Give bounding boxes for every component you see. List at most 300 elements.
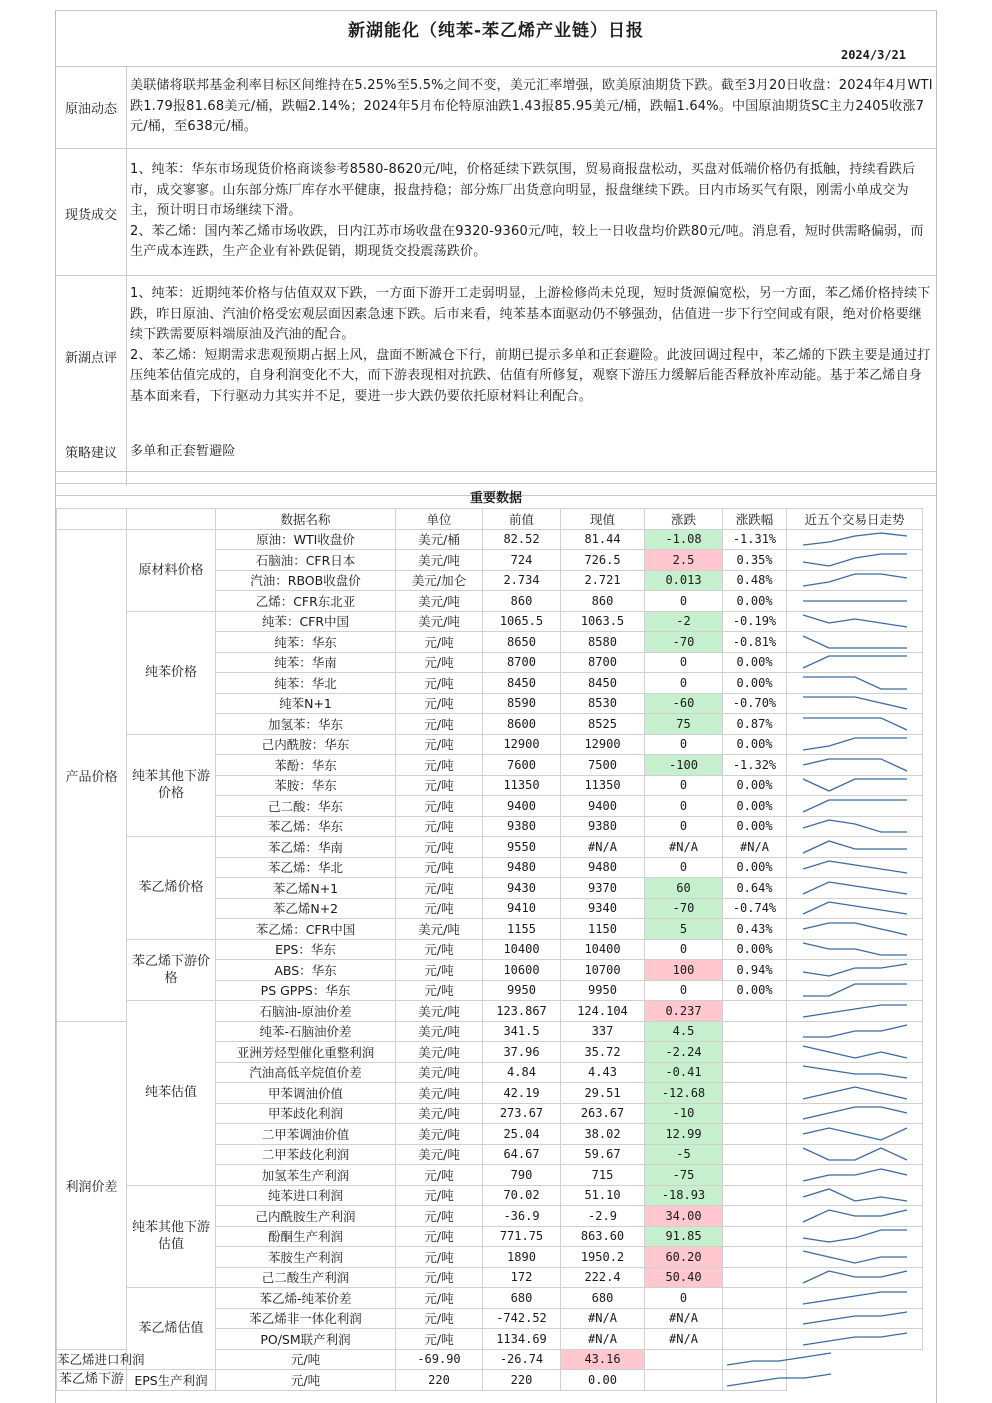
- row-trend-sparkline: [787, 652, 923, 673]
- row-change: 0: [645, 796, 723, 817]
- row-prev-value: 860: [483, 591, 561, 612]
- sparkline-path: [803, 1005, 907, 1017]
- row-trend-sparkline: [787, 1226, 923, 1247]
- row-unit: 元/吨: [396, 939, 483, 960]
- trend-sparkline: [799, 858, 911, 876]
- sparkline-path: [803, 615, 907, 627]
- row-cur-value: 124.104: [561, 1001, 645, 1022]
- row-change-pct: [645, 1349, 723, 1370]
- row-change: -5: [645, 1144, 723, 1165]
- row-cur-value: 715: [561, 1165, 645, 1186]
- header-chg: 涨跌: [645, 509, 723, 530]
- row-change: 0: [645, 816, 723, 837]
- row-change-pct: 0.00%: [723, 857, 787, 878]
- row-change-pct: -0.81%: [723, 632, 787, 653]
- crude-paragraph: 美联储将联邦基金利率目标区间维持在5.25%至5.5%之间不变，美元汇率增强，欧美原油期货下跌。截至3月20日收盘：2024年4月WTI跌1.79报81.68美元/桶，跌幅2.14%；2024年5月布伦特原油跌1.43报85.95美元/桶，跌幅1.64%。中国原油期货SC主力2405收涨7元/桶，至638元/桶。: [130, 78, 933, 134]
- row-trend-sparkline: [787, 714, 923, 735]
- row-unit: 元/吨: [396, 1267, 483, 1288]
- trend-sparkline: [799, 1248, 911, 1266]
- row-trend-sparkline: [787, 898, 923, 919]
- row-prev-value: 4.84: [483, 1062, 561, 1083]
- row-prev-value: -36.9: [483, 1206, 561, 1227]
- row-cur-value: 9480: [561, 857, 645, 878]
- row-prev-value: 790: [483, 1165, 561, 1186]
- row-cur-value: 8700: [561, 652, 645, 673]
- row-unit: 美元/桶: [396, 529, 483, 550]
- row-cur-value: 29.51: [561, 1083, 645, 1104]
- row-trend-sparkline: [787, 1185, 923, 1206]
- trend-sparkline: [799, 776, 911, 794]
- row-prev-value: 9400: [483, 796, 561, 817]
- trend-sparkline: [799, 1166, 911, 1184]
- row-name: 苯胺：华东: [216, 775, 396, 796]
- row-name: 苯胺生产利润: [216, 1247, 396, 1268]
- row-change-pct: [723, 1144, 787, 1165]
- row-cur-value: 35.72: [561, 1042, 645, 1063]
- row-name: EPS生产利润: [127, 1370, 216, 1391]
- table-row: [57, 611, 923, 632]
- sparkline-path: [803, 779, 907, 791]
- row-cur-value: 1150: [561, 919, 645, 940]
- sparkline-path: [803, 1230, 907, 1242]
- row-name: 二甲苯歧化利润: [216, 1144, 396, 1165]
- row-prev-value: 42.19: [483, 1083, 561, 1104]
- trend-sparkline: [799, 1084, 911, 1102]
- sparkline-path: [803, 1128, 907, 1140]
- row-prev-value: 8700: [483, 652, 561, 673]
- row-trend-sparkline: [787, 1329, 923, 1350]
- row-change-pct: 0.64%: [723, 878, 787, 899]
- row-cur-value: 10400: [561, 939, 645, 960]
- sparkline-path: [803, 902, 907, 914]
- row-prev-value: 2.734: [483, 570, 561, 591]
- row-cur-value: 7500: [561, 755, 645, 776]
- trend-sparkline: [799, 715, 911, 733]
- spot-paragraph-styrene: 2、苯乙烯：国内苯乙烯市场收跌，日内江苏市场收盘在9320-9360元/吨，较上一日收盘均价跌80元/吨。消息看，短时供需略偏弱，而生产成本连跌，生产企业有补跌促销，期现货交投震荡跌价。: [130, 223, 924, 259]
- row-unit: 美元/吨: [396, 1083, 483, 1104]
- row-change-pct: 0.35%: [723, 550, 787, 571]
- sparkline-path: [803, 1148, 907, 1160]
- row-change: 4.5: [645, 1021, 723, 1042]
- sparkline-path: [803, 923, 907, 935]
- sparkline-path: [803, 1169, 907, 1181]
- trend-sparkline: [799, 1125, 911, 1143]
- row-name: 苯乙烯-纯苯价差: [216, 1288, 396, 1309]
- trend-sparkline: [799, 879, 911, 897]
- trend-sparkline: [799, 674, 911, 692]
- sparkline-path: [803, 1189, 907, 1201]
- row-name: 苯乙烯N+1: [216, 878, 396, 899]
- row-change-pct: [723, 1185, 787, 1206]
- row-cur-value: 9400: [561, 796, 645, 817]
- row-cur-value: 263.67: [561, 1103, 645, 1124]
- row-name: 亚洲芳烃型催化重整利润: [216, 1042, 396, 1063]
- sparkline-path: [803, 1107, 907, 1119]
- row-change-pct: 0.43%: [723, 919, 787, 940]
- row-cur-value: 863.60: [561, 1226, 645, 1247]
- row-unit: 元/吨: [396, 857, 483, 878]
- sparkline-path: [803, 820, 907, 832]
- trend-sparkline: [799, 1186, 911, 1204]
- row-cur-value: 680: [561, 1288, 645, 1309]
- row-change-pct: [723, 1329, 787, 1350]
- sparkline-path: [727, 1374, 831, 1386]
- row-unit: 美元/吨: [396, 1144, 483, 1165]
- row-prev-value: 680: [483, 1288, 561, 1309]
- row-name: 汽油高低辛烷值价差: [216, 1062, 396, 1083]
- row-name: 己二酸：华东: [216, 796, 396, 817]
- row-prev-value: 37.96: [483, 1042, 561, 1063]
- section-label-comment: 新湖点评: [64, 351, 117, 366]
- row-name: 加氢苯生产利润: [216, 1165, 396, 1186]
- row-unit: 元/吨: [396, 1165, 483, 1186]
- group-subcategory: 纯苯其他下游价格: [127, 734, 216, 837]
- sparkline-path: [803, 1312, 907, 1324]
- sparkline-path: [803, 697, 907, 709]
- sparkline-path: [803, 1087, 907, 1099]
- sparkline-path: [803, 1333, 907, 1345]
- row-unit: 元/吨: [396, 673, 483, 694]
- row-cur-value: 59.67: [561, 1144, 645, 1165]
- section-label-crude: 原油动态: [64, 102, 117, 117]
- report-title: 新湖能化（纯苯-苯乙烯产业链）日报: [347, 21, 645, 41]
- row-name: 加氢苯：华东: [216, 714, 396, 735]
- row-trend-sparkline: [787, 775, 923, 796]
- table-row: [57, 939, 923, 960]
- table-row: [57, 734, 923, 755]
- group-subcategory: 原材料价格: [127, 529, 216, 611]
- row-change-pct: [723, 1165, 787, 1186]
- row-name: 甲苯调油价值: [216, 1083, 396, 1104]
- row-unit: 美元/吨: [396, 1021, 483, 1042]
- row-cur-value: 11350: [561, 775, 645, 796]
- row-change: 60: [645, 878, 723, 899]
- row-trend-sparkline: [787, 1124, 923, 1145]
- row-change-pct: 0.00%: [723, 939, 787, 960]
- trend-sparkline: [799, 1207, 911, 1225]
- trend-sparkline: [799, 1309, 911, 1327]
- row-name: ABS：华东: [216, 960, 396, 981]
- row-unit: 元/吨: [396, 632, 483, 653]
- row-cur-value: 9370: [561, 878, 645, 899]
- row-name: 苯乙烯：华南: [216, 837, 396, 858]
- row-trend-sparkline: [787, 878, 923, 899]
- row-cur-value: -26.74: [483, 1349, 561, 1370]
- sparkline-path: [803, 1210, 907, 1222]
- row-unit: 元/吨: [396, 960, 483, 981]
- row-name: EPS：华东: [216, 939, 396, 960]
- row-change-pct: [723, 1206, 787, 1227]
- sparkline-path: [803, 677, 907, 689]
- row-cur-value: -2.9: [561, 1206, 645, 1227]
- row-change-pct: [723, 1288, 787, 1309]
- trend-sparkline: [799, 1145, 911, 1163]
- trend-sparkline: [799, 735, 911, 753]
- row-cur-value: 9380: [561, 816, 645, 837]
- row-change-pct: 0.94%: [723, 960, 787, 981]
- row-prev-value: 1134.69: [483, 1329, 561, 1350]
- row-unit: 元/吨: [396, 898, 483, 919]
- row-change: 0.013: [645, 570, 723, 591]
- row-trend-sparkline: [787, 980, 923, 1001]
- row-change: 0: [645, 673, 723, 694]
- row-prev-value: 9410: [483, 898, 561, 919]
- sparkline-path: [803, 800, 907, 812]
- header-pct: 涨跌幅: [723, 509, 787, 530]
- row-trend-sparkline: [787, 550, 923, 571]
- sparkline-path: [803, 1025, 907, 1037]
- header-unit: 单位: [396, 509, 483, 530]
- row-prev-value: 8650: [483, 632, 561, 653]
- header-cur: 现值: [561, 509, 645, 530]
- row-trend-sparkline: [787, 1144, 923, 1165]
- row-prev-value: 82.52: [483, 529, 561, 550]
- row-change: 0: [645, 980, 723, 1001]
- row-prev-value: 9430: [483, 878, 561, 899]
- row-unit: 元/吨: [396, 837, 483, 858]
- row-trend-sparkline: [787, 591, 923, 612]
- row-trend-sparkline: [787, 570, 923, 591]
- row-trend-sparkline: [787, 1021, 923, 1042]
- row-name: 酚酮生产利润: [216, 1226, 396, 1247]
- table-row: [57, 1288, 923, 1309]
- table-row: [57, 1370, 923, 1391]
- row-change-pct: -0.74%: [723, 898, 787, 919]
- row-name: 纯苯：华南: [216, 652, 396, 673]
- trend-sparkline: [799, 694, 911, 712]
- group-subcategory: 苯乙烯下游: [57, 1370, 127, 1391]
- row-change-pct: 0.00%: [723, 816, 787, 837]
- trend-sparkline: [799, 1330, 911, 1348]
- strategy-paragraph: 多单和正套暂避险: [130, 444, 236, 459]
- row-change: 50.40: [645, 1267, 723, 1288]
- trend-sparkline: [799, 961, 911, 979]
- row-change-pct: 0.00%: [723, 652, 787, 673]
- row-prev-value: 25.04: [483, 1124, 561, 1145]
- row-trend-sparkline: [787, 1042, 923, 1063]
- comment-paragraph-benzene: 1、纯苯：近期纯苯价格与估值双双下跌，一方面下游开工走弱明显，上游检修尚未兑现，短时货源偏宽松，另一方面，苯乙烯价格持续下跌，昨日原油、汽油价格受宏观层面因素急速下跌。后市来看，纯苯基本面驱动仍不够强劲，估值进一步下行空间或有限，绝对价格要继续下跌需要原料端原油及汽油的配合。: [130, 286, 931, 342]
- group-subcategory: 苯乙烯估值: [127, 1288, 216, 1370]
- row-change: 60.20: [645, 1247, 723, 1268]
- row-trend-sparkline: [787, 1288, 923, 1309]
- row-change: -1.08: [645, 529, 723, 550]
- row-cur-value: 4.43: [561, 1062, 645, 1083]
- group-subcategory: 纯苯其他下游估值: [127, 1185, 216, 1288]
- row-change: 12.99: [645, 1124, 723, 1145]
- row-change-pct: [723, 1308, 787, 1329]
- row-change-pct: -0.70%: [723, 693, 787, 714]
- report-sheet: [55, 10, 937, 1403]
- trend-sparkline: [799, 756, 911, 774]
- row-name: 苯乙烯：CFR中国: [216, 919, 396, 940]
- group-subcategory: 苯乙烯价格: [127, 837, 216, 940]
- group-subcategory: 纯苯估值: [127, 1001, 216, 1186]
- row-trend-sparkline: [787, 857, 923, 878]
- row-change-pct: 0.48%: [723, 570, 787, 591]
- row-name: 二甲苯调油价值: [216, 1124, 396, 1145]
- table-title: 重要数据: [469, 491, 522, 506]
- row-unit: 元/吨: [396, 1288, 483, 1309]
- row-cur-value: 2.721: [561, 570, 645, 591]
- section-text-comment: [130, 284, 934, 407]
- row-cur-value: 1063.5: [561, 611, 645, 632]
- trend-sparkline: [799, 530, 911, 548]
- sparkline-path: [803, 964, 907, 976]
- sparkline-path: [803, 554, 907, 566]
- row-prev-value: 220: [396, 1370, 483, 1391]
- row-prev-value: 11350: [483, 775, 561, 796]
- row-change: 0: [645, 775, 723, 796]
- row-cur-value: 8530: [561, 693, 645, 714]
- row-cur-value: 10700: [561, 960, 645, 981]
- sparkline-path: [803, 759, 907, 771]
- sparkline-path: [803, 984, 907, 996]
- row-name: 纯苯-石脑油价差: [216, 1021, 396, 1042]
- row-prev-value: 1890: [483, 1247, 561, 1268]
- row-cur-value: 9340: [561, 898, 645, 919]
- row-name: 乙烯：CFR东北亚: [216, 591, 396, 612]
- row-trend-sparkline: [787, 529, 923, 550]
- sparkline-path: [803, 1066, 907, 1078]
- row-cur-value: 860: [561, 591, 645, 612]
- trend-sparkline: [799, 1043, 911, 1061]
- row-change: -75: [645, 1165, 723, 1186]
- row-trend-sparkline: [787, 1247, 923, 1268]
- row-change: -0.41: [645, 1062, 723, 1083]
- section-label-strategy: 策略建议: [64, 446, 117, 461]
- sparkline-path: [803, 574, 907, 586]
- row-unit: 元/吨: [396, 1185, 483, 1206]
- row-trend-sparkline: [787, 1165, 923, 1186]
- row-prev-value: 9950: [483, 980, 561, 1001]
- row-name: 石脑油-原油价差: [216, 1001, 396, 1022]
- spot-paragraph-benzene: 1、纯苯：华东市场现货价格商谈参考8580-8620元/吨，价格延续下跌氛围，贸易商报盘松动，买盘对低端价格仍有抵触，持续看跌后市，成交寥寥。山东部分炼厂库存水平健康，报盘持稳；部分炼厂出货意向明显，报盘继续下跌。日内市场买气有限，刚需小单成交为主，预计明日市场继续下滑。: [130, 162, 916, 218]
- row-cur-value: 8525: [561, 714, 645, 735]
- row-change-pct: [645, 1370, 723, 1391]
- sparkline-path: [803, 861, 907, 873]
- row-unit: 美元/吨: [396, 611, 483, 632]
- row-cur-value: 51.10: [561, 1185, 645, 1206]
- trend-sparkline: [799, 1289, 911, 1307]
- row-trend-sparkline: [787, 960, 923, 981]
- row-change: -70: [645, 898, 723, 919]
- row-change: 0: [645, 734, 723, 755]
- row-trend-sparkline: [787, 734, 923, 755]
- header-blank-a: [57, 509, 127, 530]
- trend-sparkline: [799, 1063, 911, 1081]
- row-unit: 元/吨: [396, 693, 483, 714]
- row-change-pct: [723, 1267, 787, 1288]
- row-change-pct: [723, 1001, 787, 1022]
- trend-sparkline: [799, 1268, 911, 1286]
- row-cur-value: 337: [561, 1021, 645, 1042]
- row-unit: 元/吨: [396, 796, 483, 817]
- row-unit: 元/吨: [396, 1226, 483, 1247]
- section-text-strategy: [130, 442, 934, 463]
- row-unit: 美元/吨: [396, 1124, 483, 1145]
- row-prev-value: 9380: [483, 816, 561, 837]
- row-cur-value: #N/A: [561, 1308, 645, 1329]
- row-unit: 美元/吨: [396, 1103, 483, 1124]
- row-change: -10: [645, 1103, 723, 1124]
- row-name: 纯苯N+1: [216, 693, 396, 714]
- row-trend-sparkline: [787, 939, 923, 960]
- row-unit: 美元/吨: [396, 1062, 483, 1083]
- header-blank-b: [127, 509, 216, 530]
- row-name: 己内酰胺：华东: [216, 734, 396, 755]
- row-prev-value: 341.5: [483, 1021, 561, 1042]
- trend-sparkline: [723, 1350, 835, 1368]
- group-subcategory: 纯苯价格: [127, 611, 216, 734]
- row-prev-value: 10600: [483, 960, 561, 981]
- table-body: [57, 529, 923, 1390]
- row-change: 75: [645, 714, 723, 735]
- table-row: [57, 1185, 923, 1206]
- row-trend-sparkline: [787, 1308, 923, 1329]
- row-name: 己内酰胺生产利润: [216, 1206, 396, 1227]
- row-change-pct: 0.00%: [723, 980, 787, 1001]
- row-cur-value: #N/A: [561, 1329, 645, 1350]
- row-name: 纯苯进口利润: [216, 1185, 396, 1206]
- row-cur-value: 726.5: [561, 550, 645, 571]
- row-unit: 元/吨: [396, 714, 483, 735]
- group-subcategory: 苯乙烯下游价格: [127, 939, 216, 1001]
- header-prev: 前值: [483, 509, 561, 530]
- group-category: 利润价差: [57, 1021, 127, 1349]
- row-change: 34.00: [645, 1206, 723, 1227]
- row-change-pct: 0.00%: [723, 591, 787, 612]
- row-change: 43.16: [561, 1349, 645, 1370]
- row-change: 5: [645, 919, 723, 940]
- row-change-pct: 0.00%: [723, 673, 787, 694]
- row-trend-sparkline: [787, 755, 923, 776]
- row-change-pct: [723, 1083, 787, 1104]
- sparkline-path: [803, 656, 907, 668]
- header-name: 数据名称: [216, 509, 396, 530]
- row-unit: 元/吨: [396, 1329, 483, 1350]
- row-change: -12.68: [645, 1083, 723, 1104]
- trend-sparkline: [799, 940, 911, 958]
- trend-sparkline: [799, 899, 911, 917]
- row-name: 己二酸生产利润: [216, 1267, 396, 1288]
- row-change-pct: 0.00%: [723, 796, 787, 817]
- row-change: 100: [645, 960, 723, 981]
- trend-sparkline: [799, 817, 911, 835]
- row-prev-value: 771.75: [483, 1226, 561, 1247]
- row-change-pct: #N/A: [723, 837, 787, 858]
- row-change: -100: [645, 755, 723, 776]
- row-prev-value: 64.67: [483, 1144, 561, 1165]
- report-date: 2024/3/21: [840, 48, 906, 62]
- row-name: 石脑油：CFR日本: [216, 550, 396, 571]
- row-unit: 元/吨: [396, 755, 483, 776]
- row-name: 纯苯：华北: [216, 673, 396, 694]
- sparkline-path: [803, 1046, 907, 1058]
- row-unit: 元/吨: [396, 775, 483, 796]
- row-name: PO/SM联产利润: [216, 1329, 396, 1350]
- row-unit: 元/吨: [396, 878, 483, 899]
- row-name: 苯乙烯非一体化利润: [216, 1308, 396, 1329]
- trend-sparkline: [799, 981, 911, 999]
- row-change-pct: [723, 1247, 787, 1268]
- row-unit: 美元/加仑: [396, 570, 483, 591]
- row-name: 苯乙烯N+2: [216, 898, 396, 919]
- row-change: 0: [645, 652, 723, 673]
- row-name: 原油：WTI收盘价: [216, 529, 396, 550]
- row-change-pct: 0.00%: [723, 734, 787, 755]
- trend-sparkline: [799, 551, 911, 569]
- key-data-table: [56, 508, 923, 1391]
